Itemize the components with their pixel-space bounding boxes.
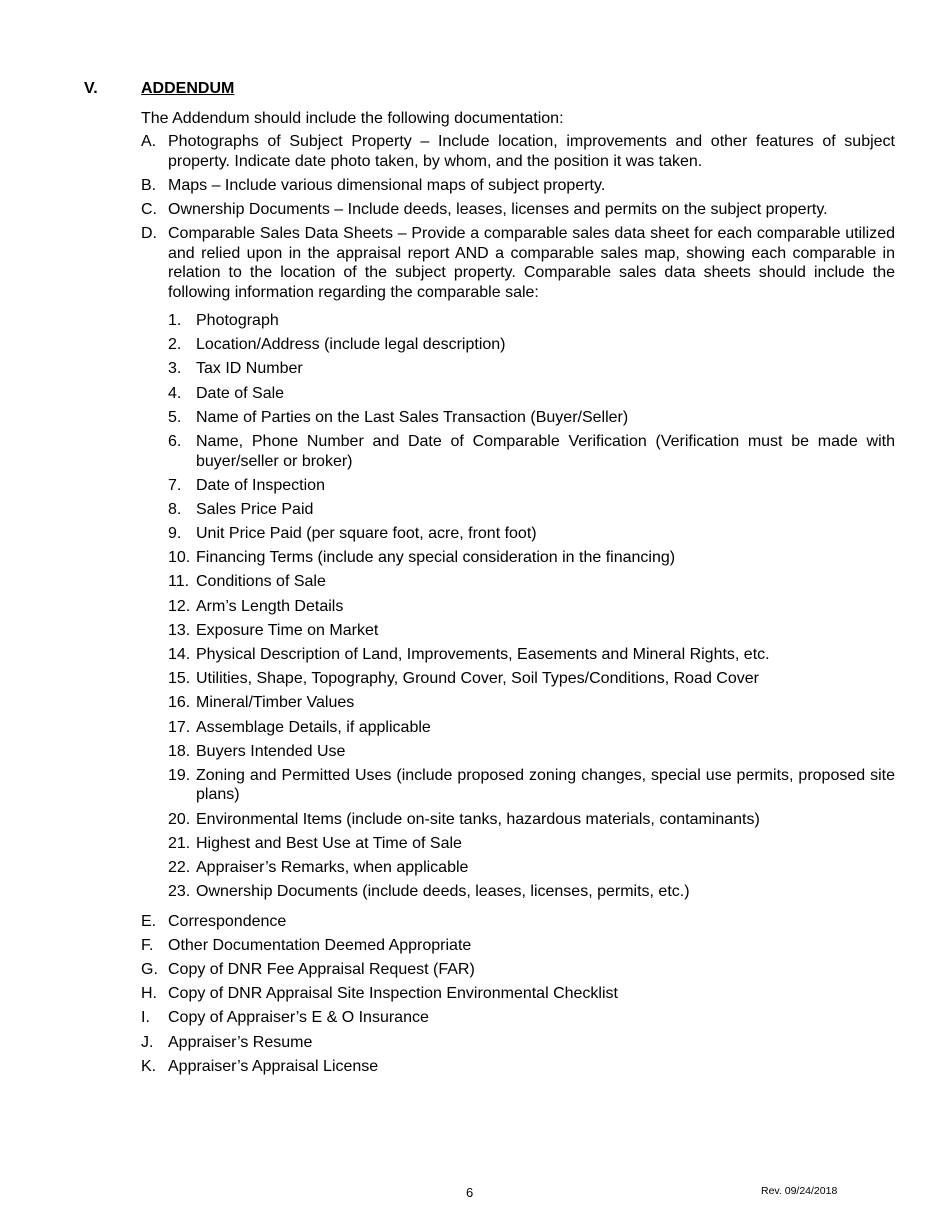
list-item-text: Appraiser’s Resume bbox=[168, 1033, 313, 1051]
page-number: 6 bbox=[466, 1185, 474, 1200]
list-item bbox=[141, 960, 895, 980]
sublist-item bbox=[168, 621, 895, 641]
list-item-label: H. bbox=[141, 985, 157, 1003]
sublist-item-text: Zoning and Permitted Uses (include proposed zoning changes, special use permits, proposed site plans) bbox=[196, 766, 895, 804]
list-item-label: J. bbox=[141, 1033, 154, 1051]
sublist-item-text: Name of Parties on the Last Sales Transaction (Buyer/Seller) bbox=[196, 408, 629, 426]
sublist-item-number: 10. bbox=[168, 549, 191, 567]
sublist-item-number: 14. bbox=[168, 646, 191, 663]
list-item-label: B. bbox=[141, 176, 157, 194]
sublist-item-number: 11. bbox=[168, 573, 190, 591]
sublist-item bbox=[168, 500, 895, 520]
sublist-item-text: Utilities, Shape, Topography, Ground Cover, Soil Types/Conditions, Road Cover bbox=[196, 670, 759, 688]
sublist-item bbox=[168, 834, 895, 854]
sublist-item-number: 21. bbox=[168, 834, 191, 852]
sublist-item-text: Appraiser’s Remarks, when applicable bbox=[196, 859, 469, 876]
list-item bbox=[141, 936, 895, 956]
sublist-item-number: 17. bbox=[168, 718, 191, 736]
comparable-sales-info-list bbox=[168, 311, 895, 902]
list-item-label: K. bbox=[141, 1057, 157, 1075]
section-intro: The Addendum should include the following documentation: bbox=[141, 110, 564, 127]
sublist-item bbox=[168, 384, 895, 404]
revision-date: Rev. 09/24/2018 bbox=[761, 1185, 838, 1197]
sublist-item bbox=[168, 335, 895, 355]
sublist-item-text: Financing Terms (include any special consideration in the financing) bbox=[196, 549, 676, 567]
sublist-item-text: Physical Description of Land, Improvements, Easements and Mineral Rights, etc. bbox=[196, 646, 770, 663]
list-item bbox=[141, 200, 895, 220]
sublist-item bbox=[168, 810, 895, 830]
sublist-item bbox=[168, 669, 895, 689]
sublist-item-text: Mineral/Timber Values bbox=[196, 694, 355, 712]
list-item bbox=[141, 1008, 895, 1028]
sublist-item-text: Date of Sale bbox=[196, 384, 285, 402]
list-item-label: F. bbox=[141, 936, 154, 954]
list-item-text: Other Documentation Deemed Appropriate bbox=[168, 936, 472, 954]
list-item-label: E. bbox=[141, 912, 157, 930]
sublist-item-number: 19. bbox=[168, 766, 191, 784]
sublist-item-number: 13. bbox=[168, 621, 191, 639]
sublist-item bbox=[168, 572, 895, 592]
sublist-item-text: Tax ID Number bbox=[196, 360, 303, 378]
list-item-label: C. bbox=[141, 200, 157, 218]
list-item bbox=[141, 176, 895, 196]
sublist-item-number: 4. bbox=[168, 384, 182, 402]
list-item bbox=[141, 1033, 895, 1053]
list-item-text: Photographs of Subject Property – Include location, improvements and other features of subject property. Indicate date photo taken, by whom, and the position it was taken. bbox=[168, 133, 895, 170]
sublist-item-number: 8. bbox=[168, 500, 182, 518]
sublist-item bbox=[168, 359, 895, 379]
list-item-label: D. bbox=[141, 225, 157, 243]
documentation-list bbox=[141, 132, 895, 1081]
list-item-text: Copy of Appraiser’s E & O Insurance bbox=[168, 1009, 429, 1027]
sublist-item bbox=[168, 524, 895, 544]
sublist-item-text: Date of Inspection bbox=[196, 476, 325, 494]
sublist-item bbox=[168, 432, 895, 471]
sublist-item-number: 23. bbox=[168, 883, 191, 901]
sublist-item bbox=[168, 476, 895, 496]
sublist-item bbox=[168, 408, 895, 428]
sublist-item bbox=[168, 548, 895, 568]
sublist-item-number: 9. bbox=[168, 525, 182, 543]
sublist-item bbox=[168, 645, 895, 665]
sublist-item-text: Buyers Intended Use bbox=[196, 742, 346, 760]
list-item-text: Ownership Documents – Include deeds, leases, licenses and permits on the subject property. bbox=[168, 200, 828, 218]
list-item-text: Correspondence bbox=[168, 912, 287, 930]
sublist-item bbox=[168, 742, 895, 762]
sublist-item-text: Exposure Time on Market bbox=[196, 621, 379, 639]
list-item bbox=[141, 132, 895, 171]
sublist-item-number: 5. bbox=[168, 408, 182, 426]
sublist-item-number: 2. bbox=[168, 336, 182, 354]
sublist-item-number: 20. bbox=[168, 810, 191, 828]
list-item bbox=[141, 1057, 895, 1077]
sublist-item bbox=[168, 766, 895, 805]
sublist-item-text: Ownership Documents (include deeds, leases, licenses, permits, etc.) bbox=[196, 883, 690, 901]
list-item bbox=[141, 912, 895, 932]
sublist-item bbox=[168, 718, 895, 738]
sublist-item-text: Name, Phone Number and Date of Comparable Verification (Verification must be made with buyer/seller or broker) bbox=[196, 433, 895, 470]
sublist-item-text: Sales Price Paid bbox=[196, 500, 314, 518]
sublist-item-text: Environmental Items (include on-site tanks, hazardous materials, contaminants) bbox=[196, 810, 760, 828]
sublist-item-text: Highest and Best Use at Time of Sale bbox=[196, 834, 462, 852]
list-item-text: Comparable Sales Data Sheets – Provide a comparable sales data sheet for each comparable utilized and relied upon in the appraisal report AND a comparable sales map, showing each comparable in relation to the location of the subject property. Comparable sales data sheets should include the following information regarding the comparable sale: bbox=[168, 225, 895, 301]
sublist-item bbox=[168, 597, 895, 617]
sublist-item-text: Photograph bbox=[196, 312, 279, 330]
list-item-text: Appraiser’s Appraisal License bbox=[168, 1057, 379, 1075]
sublist-item bbox=[168, 693, 895, 713]
list-item-label: A. bbox=[141, 133, 157, 150]
list-item-text: Maps – Include various dimensional maps of subject property. bbox=[168, 176, 606, 194]
sublist-item-text: Location/Address (include legal description) bbox=[196, 336, 506, 354]
sublist-item bbox=[168, 858, 895, 878]
sublist-item-number: 18. bbox=[168, 742, 191, 760]
sublist-item bbox=[168, 882, 895, 902]
list-item-label: I. bbox=[141, 1009, 150, 1027]
list-item bbox=[141, 984, 895, 1004]
sublist-item-number: 15. bbox=[168, 670, 191, 688]
sublist-item-number: 22. bbox=[168, 859, 191, 876]
sublist-item-number: 12. bbox=[168, 597, 191, 615]
list-item-text: Copy of DNR Fee Appraisal Request (FAR) bbox=[168, 961, 475, 979]
list-item bbox=[141, 224, 895, 902]
sublist-item bbox=[168, 311, 895, 331]
sublist-item-number: 3. bbox=[168, 360, 182, 378]
sublist-item-number: 1. bbox=[168, 312, 182, 330]
sublist-item-text: Conditions of Sale bbox=[196, 573, 326, 591]
sublist-item-text: Arm’s Length Details bbox=[196, 597, 344, 615]
sublist-item-text: Assemblage Details, if applicable bbox=[196, 718, 431, 736]
section-title: ADDENDUM bbox=[141, 80, 235, 97]
sublist-item-number: 6. bbox=[168, 433, 182, 450]
sublist-item-number: 7. bbox=[168, 476, 182, 494]
list-item-text: Copy of DNR Appraisal Site Inspection Environmental Checklist bbox=[168, 985, 618, 1003]
list-item-label: G. bbox=[141, 961, 158, 979]
sublist-item-text: Unit Price Paid (per square foot, acre, front foot) bbox=[196, 525, 537, 543]
section-number: V. bbox=[84, 80, 98, 97]
sublist-item-number: 16. bbox=[168, 694, 191, 712]
